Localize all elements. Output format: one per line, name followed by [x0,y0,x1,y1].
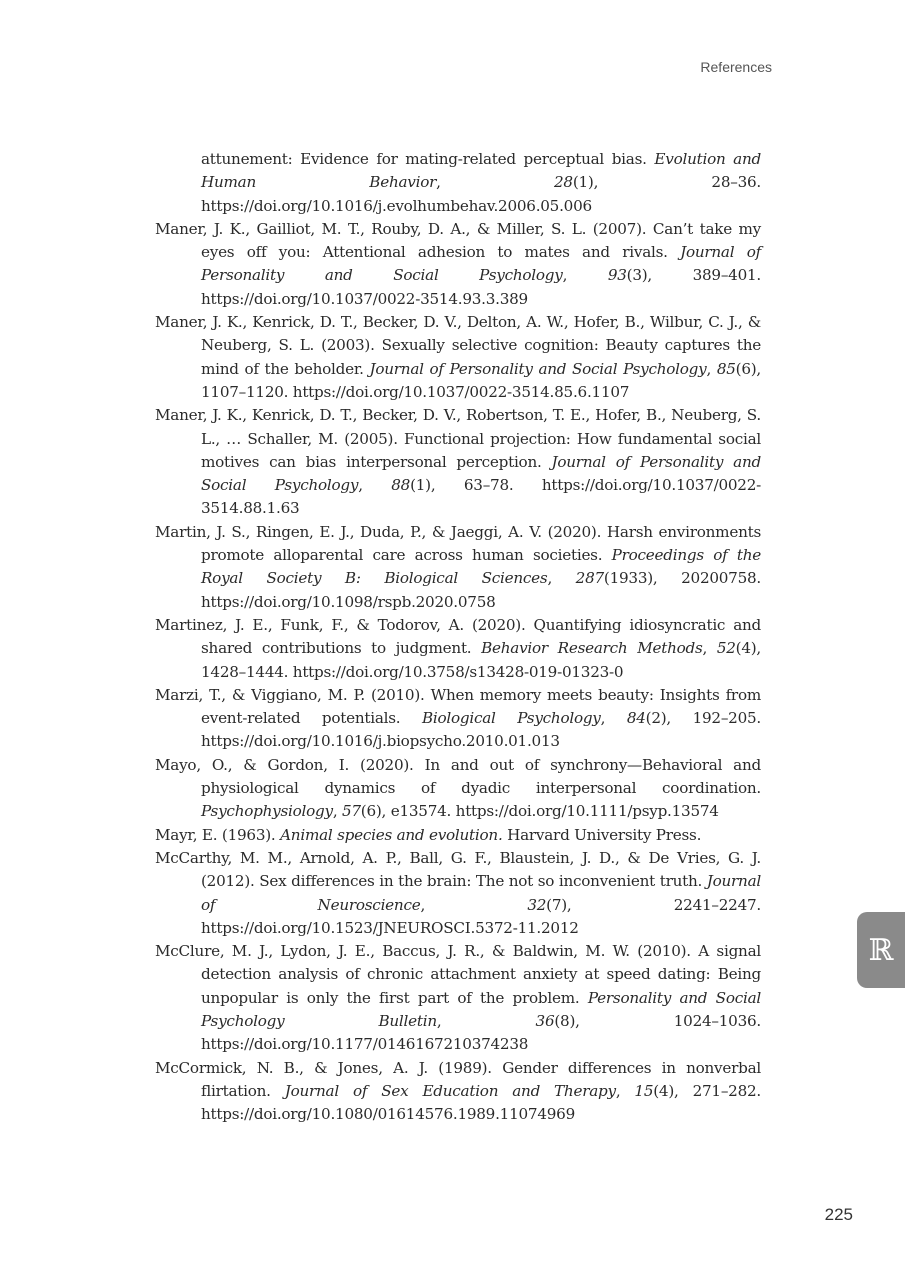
reference-text: Harvard University Press. [502,825,702,844]
reference-text: , [420,895,528,914]
section-tab-letter: ℝ [868,932,894,968]
reference-entry [155,148,761,218]
reference-italic-text: Journal of Neuroscience [201,872,761,914]
reference-text: McCarthy, M. M., Arnold, A. P., Ball, G. F., Blaustein, J. D., & De Vries, G. J. (2012). Sex differences in the brain: The not so inconvenient truth. [155,848,761,891]
reference-italic-text: 287 [575,569,604,588]
reference-entry [155,614,761,684]
reference-italic-text: 28 [553,173,573,192]
page-number: 225 [824,1205,853,1224]
reference-text: , [436,1011,536,1030]
reference-text: McClure, M. J., Lydon, J. E., Baccus, J. R., & Baldwin, M. W. (2010). A signal detection analysis of chronic attachment anxiety at speed dating: Being unpopular is only the first part of the problem. [155,942,761,1007]
reference-entry [155,847,761,940]
reference-text: McCormick, N. B., & Jones, A. J. (1989). Gender differences in nonverbal flirtation. [155,1058,761,1100]
reference-text: , [600,709,627,728]
reference-text: attunement: Evidence for mating-related perceptual bias. [201,150,655,168]
reference-text: Maner, J. K., Gailliot, M. T., Rouby, D. A., & Miller, S. L. (2007). Can’t take my eyes off you: Attentional adhesion to mates and rivals. [155,219,761,262]
reference-text: , [332,802,342,821]
reference-italic-text: 52 [716,639,736,658]
reference-italic-text: 88 [391,476,411,495]
running-head: References [700,59,772,75]
reference-italic-text: Psychophysiology [201,802,333,821]
reference-entry [155,1057,761,1127]
reference-list [155,148,761,1126]
reference-text: Mayo, O., & Gordon, I. (2020). In and out of synchrony—Behavioral and physiological dynamics of dyadic interpersonal coordination. [155,755,761,798]
reference-entry [155,684,761,754]
reference-text: Martin, J. S., Ringen, E. J., Duda, P., & Jaeggi, A. V. (2020). Harsh environments promote alloparental care across human societies. [155,522,761,565]
reference-italic-text: Proceedings of the Royal Society B: Biological Sciences [201,546,762,588]
reference-italic-text: Evolution and Human Behavior [201,150,761,192]
reference-italic-text: Journal of Personality and Social Psychology [201,452,761,495]
reference-entry [155,521,761,614]
reference-entry [155,218,761,311]
section-tab [857,912,905,988]
reference-italic-text: Personality and Social Psychology Bulletin [201,988,761,1030]
reference-text: (7), 2241–2247. https://doi.org/10.1523/JNEUROSCI.5372-11.2012 [201,895,761,937]
reference-text: (6), 1107–1120. https://doi.org/10.1037/0022-3514.85.6.1107 [201,359,761,401]
reference-italic-text: 93 [607,266,627,285]
reference-text: (2), 192–205. https://doi.org/10.1016/j.biopsycho.2010.01.013 [201,709,761,751]
reference-italic-text: 84 [626,709,646,728]
reference-entry [155,940,761,1056]
reference-text: , [562,266,608,285]
reference-text: , [358,476,392,495]
reference-text: (4), 271–282. https://doi.org/10.1080/01614576.1989.11074969 [201,1081,761,1124]
reference-entry [155,404,761,520]
reference-text: Maner, J. K., Kenrick, D. T., Becker, D. V., Robertson, T. E., Hofer, B., Neuberg, S. L., … Schaller, M. (2005). Functional projection: How fundamental social motives can bias interpersonal perception. [155,406,761,471]
reference-text: Martinez, J. E., Funk, F., & Todorov, A. (2020). Quantifying idiosyncratic and shared contributions to judgment. [155,615,761,658]
reference-italic-text: 15 [634,1081,654,1100]
reference-text: , [706,359,717,378]
reference-entry [155,311,761,404]
reference-italic-text: Journal of Personality and Social Psychology [201,243,762,285]
reference-text: , [702,639,717,658]
reference-italic-text: Biological Psychology [421,709,601,728]
reference-text: , [436,173,554,192]
reference-italic-text: 36 [535,1011,555,1030]
reference-italic-text: 32 [527,895,547,914]
reference-italic-text: Behavior Research Methods [481,639,703,658]
reference-text: (1933), 20200758. https://doi.org/10.1098/rspb.2020.0758 [201,569,761,611]
reference-text: (8), 1024–1036. https://doi.org/10.1177/0146167210374238 [201,1011,761,1054]
reference-text: , [547,569,576,588]
reference-italic-text: 85 [716,359,736,378]
reference-text: (4), 1428–1444. https://doi.org/10.3758/s13428-019-01323-0 [201,639,762,681]
reference-italic-text: Journal of Personality and Social Psychology [369,359,707,378]
reference-text: (1), 28–36. https://doi.org/10.1016/j.evolhumbehav.2006.05.006 [201,173,762,215]
reference-text: (6), e13574. https://doi.org/10.1111/psyp.13574 [360,802,719,821]
reference-entry [155,824,761,847]
reference-text: Mayr, E. (1963). [155,825,281,844]
reference-text: Maner, J. K., Kenrick, D. T., Becker, D. V., Delton, A. W., Hofer, B., Wilbur, C. J., & Neuberg, S. L. (2003). Sexually selective cognition: Beauty captures the mind of the beholder. [155,313,761,378]
reference-text: (1), 63–78. https://doi.org/10.1037/0022-3514.88.1.63 [201,476,762,518]
reference-italic-text: Animal species and evolution. [280,825,503,844]
reference-text: Marzi, T., & Viggiano, M. P. (2010). When memory meets beauty: Insights from event-related potentials. [155,685,761,728]
reference-italic-text: Journal of Sex Education and Therapy [284,1081,616,1100]
reference-italic-text: 57 [341,802,361,821]
reference-text: (3), 389–401. https://doi.org/10.1037/0022-3514.93.3.389 [201,266,761,308]
reference-entry [155,754,761,824]
reference-text: , [615,1081,635,1100]
